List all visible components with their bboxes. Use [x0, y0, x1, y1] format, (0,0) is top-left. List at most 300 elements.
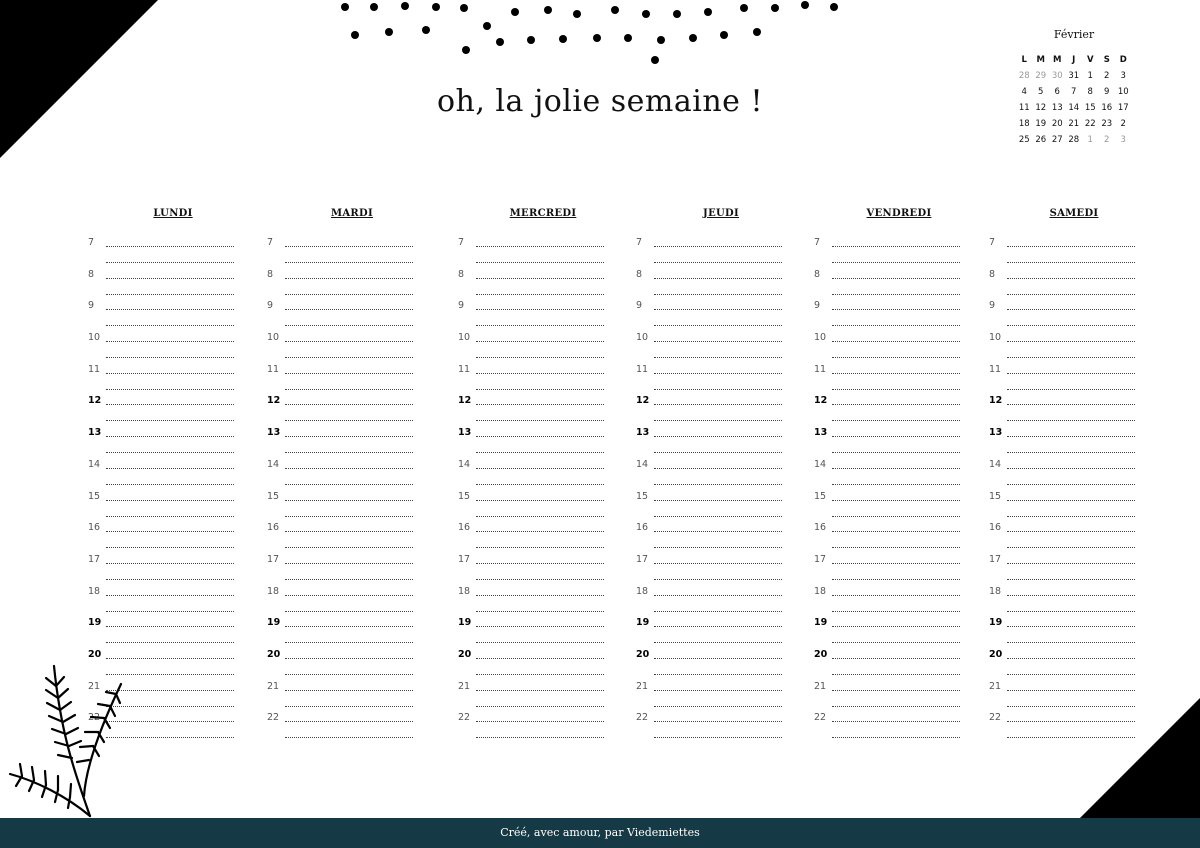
hour-slot [458, 269, 608, 301]
hour-slot [636, 554, 786, 586]
mini-calendar-day: 22 [1084, 119, 1096, 129]
mini-calendar-day: 15 [1084, 103, 1096, 113]
mini-calendar-weekday: V [1086, 55, 1094, 65]
hour-slot [88, 554, 238, 586]
hour-slot [814, 300, 964, 332]
hour-slot [267, 332, 417, 364]
hour-slot [458, 332, 608, 364]
writing-line [1007, 579, 1135, 580]
writing-line [1007, 721, 1135, 722]
writing-line [654, 721, 782, 722]
hour-label: 22 [88, 712, 101, 724]
hour-label: 19 [88, 617, 102, 629]
pine-branch-illustration [6, 656, 136, 820]
hour-slot [989, 395, 1139, 427]
writing-line [832, 500, 960, 501]
hour-slot [989, 300, 1139, 332]
hour-label: 15 [989, 490, 1002, 502]
mini-calendar-day: 16 [1101, 103, 1113, 113]
hour-label: 22 [267, 712, 280, 724]
writing-line [106, 500, 234, 501]
writing-line [1007, 674, 1135, 675]
writing-line [285, 373, 413, 374]
writing-line [1007, 278, 1135, 279]
writing-line [654, 373, 782, 374]
mini-calendar-day: 5 [1038, 87, 1044, 97]
hour-slot [88, 300, 238, 332]
mini-calendar-day: 9 [1104, 87, 1110, 97]
writing-line [1007, 516, 1135, 517]
hour-label: 14 [989, 458, 1002, 470]
hour-slot [814, 712, 964, 744]
writing-line [832, 452, 960, 453]
hour-slot [267, 427, 417, 459]
day-name: LUNDI [153, 208, 193, 219]
writing-line [106, 626, 234, 627]
writing-line [106, 531, 234, 532]
hour-slot [989, 459, 1139, 491]
hour-label: 17 [88, 553, 101, 565]
hour-label: 11 [458, 363, 471, 375]
writing-line [106, 563, 234, 564]
hour-slot [267, 681, 417, 713]
day-column [267, 208, 417, 744]
writing-line [476, 674, 604, 675]
writing-line [654, 658, 782, 659]
hour-slot [267, 459, 417, 491]
hour-slot [814, 269, 964, 301]
hour-slot [267, 364, 417, 396]
hour-label: 15 [88, 490, 101, 502]
hour-slot [636, 300, 786, 332]
writing-line [106, 484, 234, 485]
writing-line [106, 420, 234, 421]
hour-label: 17 [458, 553, 471, 565]
writing-line [476, 357, 604, 358]
writing-line [654, 611, 782, 612]
mini-calendar-day: 28 [1018, 71, 1030, 81]
hour-label: 11 [88, 363, 101, 375]
writing-line [654, 452, 782, 453]
writing-line [106, 278, 234, 279]
hour-slot [989, 491, 1139, 523]
hour-label: 10 [636, 332, 649, 344]
writing-line [1007, 404, 1135, 405]
hour-label: 14 [88, 458, 101, 470]
hour-slot [88, 586, 238, 618]
writing-line [106, 294, 234, 295]
hour-label: 20 [267, 648, 281, 660]
hour-slot [989, 681, 1139, 713]
writing-line [476, 737, 604, 738]
mini-calendar-day: 26 [1035, 135, 1047, 145]
hour-slot [989, 586, 1139, 618]
writing-line [654, 404, 782, 405]
hour-label: 16 [458, 522, 471, 534]
writing-line [285, 420, 413, 421]
hour-label: 8 [88, 268, 95, 280]
writing-line [476, 611, 604, 612]
writing-line [285, 721, 413, 722]
writing-line [654, 278, 782, 279]
writing-line [832, 674, 960, 675]
hour-label: 20 [88, 648, 102, 660]
writing-line [1007, 531, 1135, 532]
day-name: JEUDI [703, 208, 739, 219]
writing-line [476, 721, 604, 722]
hour-label: 12 [88, 395, 102, 407]
day-name: MERCREDI [509, 208, 577, 219]
mini-calendar-day: 10 [1117, 87, 1129, 97]
hour-label: 7 [636, 237, 643, 248]
writing-line [106, 579, 234, 580]
mini-calendar-day: 7 [1071, 87, 1077, 97]
hour-label: 7 [458, 237, 465, 248]
writing-line [476, 626, 604, 627]
writing-line [106, 642, 234, 643]
writing-line [654, 246, 782, 247]
hour-slot [989, 617, 1139, 649]
mini-calendar-day: 3 [1120, 135, 1126, 145]
writing-line [832, 611, 960, 612]
hour-label: 8 [989, 268, 996, 280]
writing-line [654, 436, 782, 437]
mini-calendar [1016, 28, 1132, 145]
writing-line [106, 452, 234, 453]
mini-calendar-day: 13 [1051, 103, 1063, 113]
hour-slot [267, 237, 417, 269]
writing-line [654, 389, 782, 390]
hour-slot [267, 554, 417, 586]
writing-line [476, 420, 604, 421]
hour-slot [267, 649, 417, 681]
writing-line [476, 579, 604, 580]
writing-line [285, 278, 413, 279]
writing-line [832, 404, 960, 405]
writing-line [106, 373, 234, 374]
writing-line [832, 516, 960, 517]
writing-line [476, 436, 604, 437]
hour-label: 16 [814, 522, 827, 534]
writing-line [476, 341, 604, 342]
writing-line [476, 500, 604, 501]
writing-line [106, 389, 234, 390]
hour-label: 7 [814, 237, 821, 248]
hour-slot [267, 395, 417, 427]
hour-slot [88, 332, 238, 364]
writing-line [285, 468, 413, 469]
writing-line [106, 547, 234, 548]
hour-label: 11 [989, 363, 1002, 375]
mini-calendar-day: 28 [1068, 135, 1080, 145]
hour-slot [458, 427, 608, 459]
mini-calendar-weekday: S [1103, 55, 1110, 65]
hour-slot [458, 554, 608, 586]
hour-label: 22 [636, 712, 649, 724]
footer-credit: Créé, avec amour, par Viedemiettes [0, 818, 1200, 848]
hour-slot [989, 427, 1139, 459]
mini-calendar-weekday: L [1021, 55, 1027, 65]
writing-line [1007, 309, 1135, 310]
hour-slot [88, 364, 238, 396]
writing-line [285, 389, 413, 390]
writing-line [285, 531, 413, 532]
writing-line [832, 262, 960, 263]
hour-label: 18 [989, 585, 1002, 597]
writing-line [832, 420, 960, 421]
hour-slot [636, 395, 786, 427]
writing-line [654, 516, 782, 517]
mini-calendar-day: 29 [1035, 71, 1047, 81]
hour-slot [636, 491, 786, 523]
hour-label: 17 [636, 553, 649, 565]
hour-label: 18 [267, 585, 280, 597]
writing-line [476, 325, 604, 326]
hour-slot [989, 712, 1139, 744]
writing-line [476, 706, 604, 707]
mini-calendar-day: 1 [1087, 71, 1093, 81]
mini-calendar-weekday: M [1053, 55, 1062, 65]
writing-line [654, 706, 782, 707]
hour-slot [458, 300, 608, 332]
writing-line [285, 452, 413, 453]
writing-line [476, 262, 604, 263]
writing-line [285, 325, 413, 326]
writing-line [476, 563, 604, 564]
hour-slot [458, 522, 608, 554]
hour-slot [458, 395, 608, 427]
writing-line [476, 642, 604, 643]
hour-label: 14 [267, 458, 280, 470]
hour-label: 18 [458, 585, 471, 597]
hour-label: 16 [636, 522, 649, 534]
writing-line [476, 452, 604, 453]
writing-line [285, 658, 413, 659]
writing-line [654, 484, 782, 485]
writing-line [832, 642, 960, 643]
page-title: oh, la jolie semaine ! [436, 84, 764, 119]
writing-line [106, 436, 234, 437]
writing-line [285, 706, 413, 707]
hour-slot [88, 237, 238, 269]
day-name: MARDI [331, 208, 373, 219]
hour-slot [814, 522, 964, 554]
writing-line [832, 595, 960, 596]
writing-line [654, 309, 782, 310]
hour-label: 13 [267, 427, 281, 439]
hour-label: 19 [636, 617, 650, 629]
hour-slot [814, 491, 964, 523]
writing-line [106, 246, 234, 247]
writing-line [1007, 706, 1135, 707]
hour-label: 19 [458, 617, 472, 629]
writing-line [476, 404, 604, 405]
hour-slot [88, 427, 238, 459]
writing-line [832, 468, 960, 469]
mini-calendar-day: 20 [1051, 119, 1063, 129]
writing-line [1007, 658, 1135, 659]
mini-calendar-day: 19 [1035, 119, 1047, 129]
hour-label: 8 [458, 268, 465, 280]
mini-calendar-day: 4 [1021, 87, 1027, 97]
writing-line [832, 547, 960, 548]
hour-slot [88, 522, 238, 554]
writing-line [1007, 484, 1135, 485]
mini-calendar-weekday: M [1036, 55, 1045, 65]
writing-line [654, 531, 782, 532]
writing-line [285, 516, 413, 517]
hour-slot [636, 364, 786, 396]
hour-label: 14 [458, 458, 471, 470]
writing-line [654, 642, 782, 643]
writing-line [654, 563, 782, 564]
writing-line [654, 294, 782, 295]
mini-calendar-day: 11 [1018, 103, 1030, 113]
writing-line [285, 674, 413, 675]
writing-line [654, 737, 782, 738]
hour-label: 20 [814, 648, 828, 660]
writing-line [285, 436, 413, 437]
mini-calendar-day: 21 [1068, 119, 1080, 129]
hour-slot [814, 681, 964, 713]
writing-line [832, 579, 960, 580]
writing-line [832, 294, 960, 295]
hour-slot [814, 427, 964, 459]
writing-line [476, 468, 604, 469]
mini-calendar-day: 2 [1104, 71, 1110, 81]
writing-line [654, 674, 782, 675]
writing-line [832, 389, 960, 390]
writing-line [476, 309, 604, 310]
writing-line [832, 531, 960, 532]
writing-line [1007, 595, 1135, 596]
hour-slot [458, 491, 608, 523]
hour-slot [267, 617, 417, 649]
hour-label: 10 [989, 332, 1002, 344]
writing-line [476, 516, 604, 517]
mini-calendar-grid [1016, 55, 1132, 145]
hour-label: 9 [636, 300, 643, 312]
hour-slot [989, 522, 1139, 554]
hour-slot [458, 712, 608, 744]
mini-calendar-weekday: D [1119, 55, 1127, 65]
hour-label: 10 [814, 332, 827, 344]
writing-line [285, 579, 413, 580]
writing-line [654, 341, 782, 342]
hour-label: 21 [989, 680, 1002, 692]
hour-label: 20 [989, 648, 1003, 660]
hour-label: 7 [267, 237, 274, 248]
hour-label: 22 [458, 712, 471, 724]
writing-line [476, 690, 604, 691]
hour-slot [636, 332, 786, 364]
hour-slot [267, 522, 417, 554]
writing-line [832, 341, 960, 342]
writing-line [476, 658, 604, 659]
hour-label: 18 [636, 585, 649, 597]
day-name: VENDREDI [866, 208, 932, 219]
hour-label: 13 [636, 427, 650, 439]
hour-label: 12 [814, 395, 828, 407]
hour-slot [636, 586, 786, 618]
hour-label: 21 [636, 680, 649, 692]
writing-line [1007, 500, 1135, 501]
hour-slot [636, 459, 786, 491]
hour-slot [636, 269, 786, 301]
hour-slot [458, 586, 608, 618]
mini-calendar-day: 1 [1087, 135, 1093, 145]
mini-calendar-day: 30 [1051, 71, 1063, 81]
hour-label: 17 [814, 553, 827, 565]
mini-calendar-day: 18 [1018, 119, 1030, 129]
writing-line [106, 468, 234, 469]
mini-calendar-day: 12 [1035, 103, 1047, 113]
hour-slot [458, 364, 608, 396]
hour-slot [88, 459, 238, 491]
hour-label: 7 [989, 237, 996, 248]
hour-label: 12 [636, 395, 650, 407]
hour-slot [88, 491, 238, 523]
writing-line [654, 325, 782, 326]
writing-line [476, 389, 604, 390]
hour-slot [88, 617, 238, 649]
writing-line [106, 262, 234, 263]
writing-line [832, 484, 960, 485]
writing-line [1007, 341, 1135, 342]
writing-line [106, 357, 234, 358]
writing-line [1007, 690, 1135, 691]
hour-slot [814, 649, 964, 681]
hour-slot [267, 269, 417, 301]
day-column [636, 208, 786, 744]
writing-line [832, 658, 960, 659]
writing-line [1007, 642, 1135, 643]
hour-label: 13 [989, 427, 1003, 439]
hour-label: 9 [88, 300, 95, 312]
mini-calendar-day: 2 [1120, 119, 1126, 129]
writing-line [285, 484, 413, 485]
hour-slot [989, 649, 1139, 681]
hour-label: 16 [267, 522, 280, 534]
hour-slot [636, 712, 786, 744]
hour-label: 21 [88, 680, 101, 692]
writing-line [654, 500, 782, 501]
mini-calendar-day: 14 [1068, 103, 1080, 113]
hour-slot [989, 364, 1139, 396]
hour-label: 14 [636, 458, 649, 470]
writing-line [832, 563, 960, 564]
writing-line [1007, 468, 1135, 469]
writing-line [1007, 246, 1135, 247]
writing-line [476, 547, 604, 548]
writing-line [1007, 420, 1135, 421]
hour-label: 22 [989, 712, 1002, 724]
hour-label: 21 [267, 680, 280, 692]
writing-line [285, 341, 413, 342]
writing-line [285, 404, 413, 405]
hour-slot [458, 681, 608, 713]
hour-slot [989, 332, 1139, 364]
writing-line [285, 690, 413, 691]
hour-slot [88, 395, 238, 427]
writing-line [285, 611, 413, 612]
mini-calendar-day: 25 [1018, 135, 1030, 145]
hour-slot [458, 649, 608, 681]
hour-slot [636, 617, 786, 649]
hour-slot [458, 617, 608, 649]
writing-line [1007, 389, 1135, 390]
writing-line [476, 278, 604, 279]
